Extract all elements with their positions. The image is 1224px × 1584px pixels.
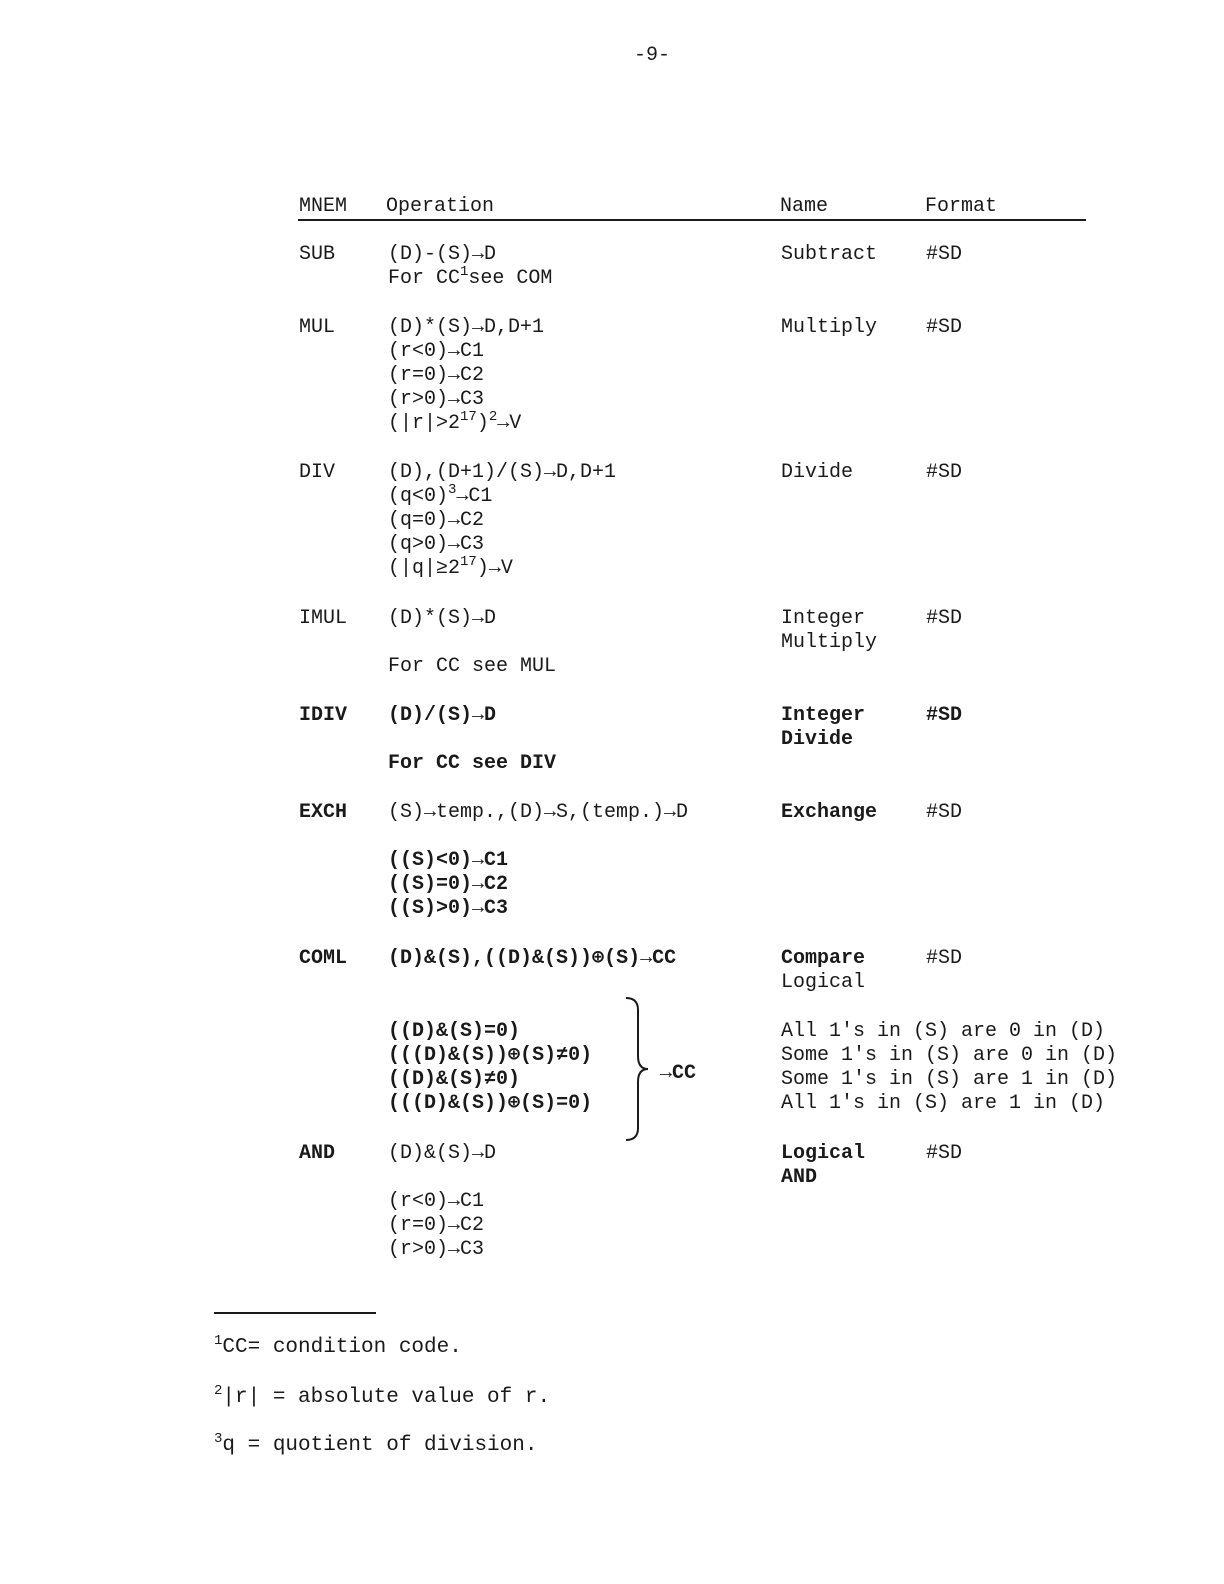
format-imul: #SD (926, 607, 963, 630)
name-idiv: Integer (781, 704, 866, 727)
op-line (388, 482, 493, 510)
right-brace-icon (622, 996, 652, 1142)
mnem-imul: IMUL (299, 607, 348, 630)
format-idiv: #SD (926, 704, 963, 727)
op-text: →V (497, 412, 522, 435)
op-line: (S)→temp.,(D)→S,(temp.)→D (388, 801, 689, 824)
op-text: ) (476, 412, 489, 435)
name-sub: Subtract (781, 243, 878, 266)
footnote-text: |r| = absolute value of r. (222, 1386, 551, 1409)
mnem-div: DIV (299, 461, 336, 484)
name-imul-2: Multiply (781, 631, 878, 654)
op-line: ((D)&(S)=0) (388, 1020, 521, 1043)
footnote-mark: 2 (214, 1383, 223, 1399)
op-text: )→V (476, 557, 513, 580)
header-name: Name (780, 195, 829, 218)
exponent: 17 (460, 554, 477, 570)
op-line (388, 264, 553, 292)
header-rule (298, 219, 1086, 221)
name-coml: Compare (781, 947, 866, 970)
op-line: (D)*(S)→D (388, 607, 497, 630)
op-line: (D)&(S)→D (388, 1142, 497, 1165)
op-line: (q>0)→C3 (388, 533, 485, 556)
footnote-text: q = quotient of division. (222, 1434, 538, 1457)
op-line: ((S)<0)→C1 (388, 849, 509, 872)
name-imul: Integer (781, 607, 866, 630)
mnem-idiv: IDIV (299, 704, 348, 727)
format-mul: #SD (926, 316, 963, 339)
compare-note: All 1's in (S) are 0 in (D) (781, 1020, 1106, 1043)
op-line: (D)*(S)→D,D+1 (388, 316, 545, 339)
footnote-ref: 1 (460, 264, 469, 280)
format-sub: #SD (926, 243, 963, 266)
op-line: ((D)&(S)≠0) (388, 1068, 521, 1091)
brace-target: →CC (660, 1062, 697, 1085)
header-operation: Operation (386, 195, 495, 218)
op-line: (D)-(S)→D (388, 243, 497, 266)
op-line: (q=0)→C2 (388, 509, 485, 532)
footnote-2 (214, 1383, 551, 1411)
name-idiv-2: Divide (781, 728, 854, 751)
footnote-ref: 2 (488, 409, 498, 425)
op-text: (q<0) (388, 485, 449, 508)
op-line (388, 409, 522, 437)
name-mul: Multiply (781, 316, 878, 339)
op-line (388, 554, 513, 582)
format-and: #SD (926, 1142, 963, 1165)
footnote-3 (214, 1431, 538, 1459)
op-line: For CC see DIV (388, 752, 557, 775)
footnote-text: CC= condition code. (222, 1336, 462, 1359)
name-exch: Exchange (781, 801, 878, 824)
op-line: (r<0)→C1 (388, 1190, 485, 1213)
name-div: Divide (781, 461, 854, 484)
op-text: For CC (388, 267, 461, 290)
op-line: (D)/(S)→D (388, 704, 497, 727)
op-line: (((D)&(S))⊕(S)≠0) (388, 1044, 593, 1067)
op-line: ((S)=0)→C2 (388, 873, 509, 896)
op-line: For CC see MUL (388, 655, 557, 678)
mnem-and: AND (299, 1142, 336, 1165)
op-text: (|r|>2 (388, 412, 461, 435)
op-line: (r=0)→C2 (388, 1214, 485, 1237)
header-format: Format (925, 195, 998, 218)
mnem-coml: COML (299, 947, 348, 970)
exponent: 17 (460, 409, 477, 425)
footnote-ref: 3 (448, 482, 457, 498)
mnem-exch: EXCH (299, 801, 348, 824)
mnem-mul: MUL (299, 316, 336, 339)
op-line: (D)&(S),((D)&(S))⊕(S)→CC (388, 947, 677, 970)
op-line: (r=0)→C2 (388, 364, 485, 387)
op-line: (r<0)→C1 (388, 340, 485, 363)
footnote-1 (214, 1333, 462, 1361)
op-text: →C1 (456, 485, 493, 508)
name-and: Logical (781, 1142, 866, 1165)
format-div: #SD (926, 461, 963, 484)
format-coml: #SD (926, 947, 963, 970)
op-line: (r>0)→C3 (388, 388, 485, 411)
op-text: see COM (468, 267, 553, 290)
name-coml-2: Logical (781, 971, 866, 994)
mnem-sub: SUB (299, 243, 336, 266)
compare-note: All 1's in (S) are 1 in (D) (781, 1092, 1106, 1115)
compare-note: Some 1's in (S) are 0 in (D) (781, 1044, 1118, 1067)
op-line: (((D)&(S))⊕(S)=0) (388, 1092, 593, 1115)
op-text: (|q|≥2 (388, 557, 461, 580)
compare-note: Some 1's in (S) are 1 in (D) (781, 1068, 1118, 1091)
op-line: ((S)>0)→C3 (388, 897, 509, 920)
footnote-mark: 1 (214, 1333, 223, 1349)
header-mnem: MNEM (299, 195, 348, 218)
name-and-2: AND (781, 1166, 818, 1189)
op-line: (D),(D+1)/(S)→D,D+1 (388, 461, 617, 484)
page-number: -9- (634, 44, 671, 67)
footnote-mark: 3 (214, 1431, 223, 1447)
op-line: (r>0)→C3 (388, 1238, 485, 1261)
footnote-rule (214, 1312, 376, 1314)
format-exch: #SD (926, 801, 963, 824)
